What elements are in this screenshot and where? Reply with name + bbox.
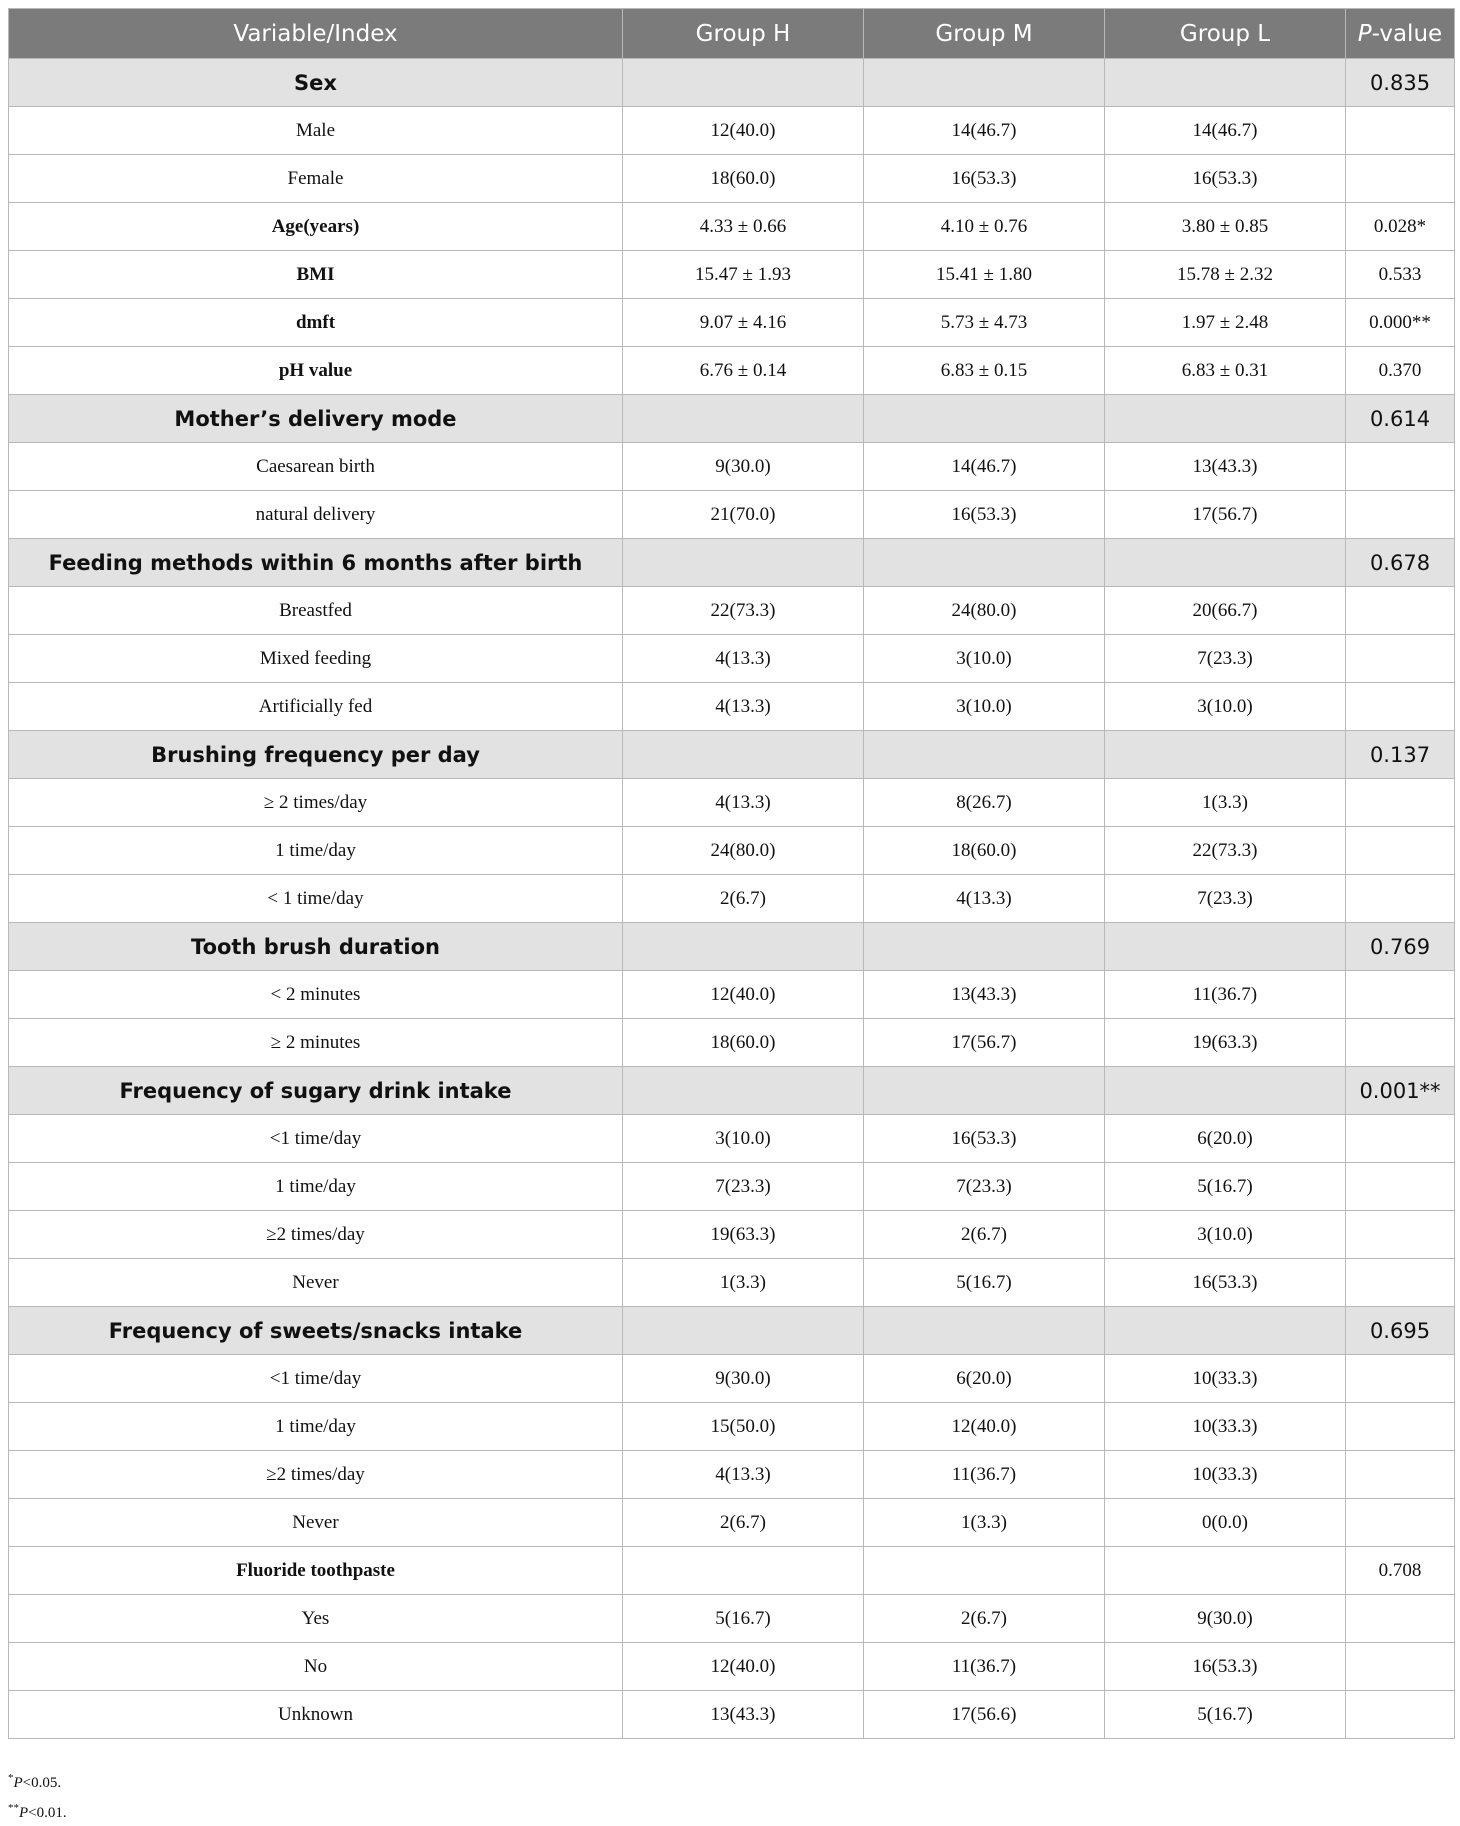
cell-group-m	[864, 1307, 1105, 1355]
cell-label: pH value	[9, 347, 623, 395]
cell-label: Sex	[9, 59, 623, 107]
table-row	[9, 1595, 1455, 1643]
section-row	[9, 731, 1455, 779]
cell-group-m: 3(10.0)	[864, 635, 1105, 683]
cell-p-value	[1346, 1403, 1455, 1451]
header-group-m: Group M	[864, 9, 1105, 59]
cell-label: Breastfed	[9, 587, 623, 635]
cell-p-value: 0.137	[1346, 731, 1455, 779]
cell-group-m: 1(3.3)	[864, 1499, 1105, 1547]
cell-group-h: 18(60.0)	[623, 1019, 864, 1067]
header-p-value	[1346, 9, 1455, 59]
section-row	[9, 923, 1455, 971]
cell-group-m: 13(43.3)	[864, 971, 1105, 1019]
cell-group-m: 11(36.7)	[864, 1643, 1105, 1691]
cell-group-h: 5(16.7)	[623, 1595, 864, 1643]
cell-group-h: 13(43.3)	[623, 1691, 864, 1739]
cell-group-m	[864, 731, 1105, 779]
cell-group-h: 22(73.3)	[623, 587, 864, 635]
cell-group-l: 9(30.0)	[1105, 1595, 1346, 1643]
cell-group-l: 6.83 ± 0.31	[1105, 347, 1346, 395]
header-group-h: Group H	[623, 9, 864, 59]
cell-p-value	[1346, 1691, 1455, 1739]
data-table-container	[8, 8, 1454, 1739]
cell-group-m: 4(13.3)	[864, 875, 1105, 923]
cell-group-l	[1105, 395, 1346, 443]
cell-group-l	[1105, 539, 1346, 587]
cell-label: 1 time/day	[9, 827, 623, 875]
cell-label: Never	[9, 1499, 623, 1547]
table-row	[9, 1259, 1455, 1307]
cell-group-l	[1105, 731, 1346, 779]
cell-group-h	[623, 1067, 864, 1115]
cell-p-value	[1346, 443, 1455, 491]
table-row	[9, 443, 1455, 491]
cell-label: ≥ 2 times/day	[9, 779, 623, 827]
cell-group-m: 17(56.6)	[864, 1691, 1105, 1739]
cell-group-h: 12(40.0)	[623, 1643, 864, 1691]
cell-label: natural delivery	[9, 491, 623, 539]
cell-p-value	[1346, 1643, 1455, 1691]
cell-group-l	[1105, 59, 1346, 107]
cell-group-m: 15.41 ± 1.80	[864, 251, 1105, 299]
cell-group-l: 20(66.7)	[1105, 587, 1346, 635]
cell-p-value: 0.000**	[1346, 299, 1455, 347]
cell-label: <1 time/day	[9, 1115, 623, 1163]
table-row	[9, 299, 1455, 347]
cell-group-l: 16(53.3)	[1105, 155, 1346, 203]
cell-group-l: 11(36.7)	[1105, 971, 1346, 1019]
header-group-l: Group L	[1105, 9, 1346, 59]
cell-group-l: 6(20.0)	[1105, 1115, 1346, 1163]
cell-p-value	[1346, 827, 1455, 875]
cell-label: <1 time/day	[9, 1355, 623, 1403]
cell-group-m: 5(16.7)	[864, 1259, 1105, 1307]
cell-group-m: 4.10 ± 0.76	[864, 203, 1105, 251]
cell-group-h: 24(80.0)	[623, 827, 864, 875]
cell-label: Yes	[9, 1595, 623, 1643]
cell-p-value	[1346, 1019, 1455, 1067]
cell-p-value	[1346, 1355, 1455, 1403]
cell-p-value	[1346, 1499, 1455, 1547]
cell-group-m: 6(20.0)	[864, 1355, 1105, 1403]
cell-group-m: 6.83 ± 0.15	[864, 347, 1105, 395]
cell-label: dmft	[9, 299, 623, 347]
cell-p-value	[1346, 635, 1455, 683]
cell-label: Feeding methods within 6 months after birth	[9, 539, 623, 587]
cell-label: ≥2 times/day	[9, 1211, 623, 1259]
table-body	[9, 59, 1455, 1739]
cell-group-l: 16(53.3)	[1105, 1643, 1346, 1691]
cell-group-h: 21(70.0)	[623, 491, 864, 539]
cell-group-m	[864, 1547, 1105, 1595]
cell-p-value	[1346, 1451, 1455, 1499]
cell-p-value	[1346, 491, 1455, 539]
cell-group-l: 3.80 ± 0.85	[1105, 203, 1346, 251]
cell-group-l: 15.78 ± 2.32	[1105, 251, 1346, 299]
table-row	[9, 1451, 1455, 1499]
cell-group-m	[864, 395, 1105, 443]
cell-p-value: 0.678	[1346, 539, 1455, 587]
cell-p-value: 0.614	[1346, 395, 1455, 443]
cell-label: BMI	[9, 251, 623, 299]
cell-group-h: 15(50.0)	[623, 1403, 864, 1451]
cell-p-value	[1346, 683, 1455, 731]
cell-group-l: 10(33.3)	[1105, 1403, 1346, 1451]
table-row	[9, 1403, 1455, 1451]
table-row	[9, 1019, 1455, 1067]
cell-label: 1 time/day	[9, 1403, 623, 1451]
cell-group-l: 17(56.7)	[1105, 491, 1346, 539]
footnote	[8, 1766, 67, 1796]
table-row	[9, 1115, 1455, 1163]
cell-p-value	[1346, 1259, 1455, 1307]
footnotes	[8, 1766, 67, 1826]
cell-group-m: 24(80.0)	[864, 587, 1105, 635]
cell-group-h	[623, 59, 864, 107]
footnote-text: <0.05.	[22, 1775, 62, 1791]
cell-group-l: 5(16.7)	[1105, 1691, 1346, 1739]
cell-group-m: 3(10.0)	[864, 683, 1105, 731]
cell-group-h: 12(40.0)	[623, 971, 864, 1019]
table-row	[9, 203, 1455, 251]
cell-group-h: 6.76 ± 0.14	[623, 347, 864, 395]
header-p-rest: -value	[1371, 20, 1443, 47]
table-row	[9, 491, 1455, 539]
section-row	[9, 1547, 1455, 1595]
cell-label: Frequency of sweets/snacks intake	[9, 1307, 623, 1355]
header-row	[9, 9, 1455, 59]
cell-group-h: 2(6.7)	[623, 875, 864, 923]
footnote-text: <0.01.	[28, 1805, 67, 1821]
section-row	[9, 1067, 1455, 1115]
cell-label: Mixed feeding	[9, 635, 623, 683]
cell-group-m: 5.73 ± 4.73	[864, 299, 1105, 347]
cell-label: Fluoride toothpaste	[9, 1547, 623, 1595]
cell-group-h	[623, 395, 864, 443]
header-variable: Variable/Index	[9, 9, 623, 59]
cell-group-l: 3(10.0)	[1105, 1211, 1346, 1259]
cell-group-h	[623, 731, 864, 779]
cell-group-l: 16(53.3)	[1105, 1259, 1346, 1307]
cell-label: 1 time/day	[9, 1163, 623, 1211]
cell-group-m: 7(23.3)	[864, 1163, 1105, 1211]
cell-group-h: 4(13.3)	[623, 683, 864, 731]
table-row	[9, 347, 1455, 395]
cell-group-l: 10(33.3)	[1105, 1355, 1346, 1403]
cell-group-l: 7(23.3)	[1105, 875, 1346, 923]
cell-p-value: 0.708	[1346, 1547, 1455, 1595]
footnote	[8, 1796, 67, 1826]
cell-group-m: 17(56.7)	[864, 1019, 1105, 1067]
cell-group-h: 15.47 ± 1.93	[623, 251, 864, 299]
cell-group-h: 12(40.0)	[623, 107, 864, 155]
table-row	[9, 155, 1455, 203]
cell-group-m: 14(46.7)	[864, 107, 1105, 155]
cell-label: < 2 minutes	[9, 971, 623, 1019]
cell-label: ≥2 times/day	[9, 1451, 623, 1499]
cell-group-h: 18(60.0)	[623, 155, 864, 203]
table-row	[9, 251, 1455, 299]
cell-group-m: 16(53.3)	[864, 1115, 1105, 1163]
cell-p-value: 0.028*	[1346, 203, 1455, 251]
cell-p-value	[1346, 155, 1455, 203]
cell-group-h: 19(63.3)	[623, 1211, 864, 1259]
table-row	[9, 779, 1455, 827]
footnote-marker: **	[8, 1802, 19, 1814]
cell-group-l: 0(0.0)	[1105, 1499, 1346, 1547]
cell-group-h: 3(10.0)	[623, 1115, 864, 1163]
cell-group-m: 2(6.7)	[864, 1595, 1105, 1643]
cell-group-m: 16(53.3)	[864, 155, 1105, 203]
footnote-marker: *	[8, 1772, 14, 1784]
cell-label: Brushing frequency per day	[9, 731, 623, 779]
cell-group-h: 4.33 ± 0.66	[623, 203, 864, 251]
cell-group-h: 1(3.3)	[623, 1259, 864, 1307]
cell-group-m: 11(36.7)	[864, 1451, 1105, 1499]
cell-p-value	[1346, 779, 1455, 827]
cell-label: ≥ 2 minutes	[9, 1019, 623, 1067]
table-row	[9, 1691, 1455, 1739]
cell-label: Never	[9, 1259, 623, 1307]
cell-label: Caesarean birth	[9, 443, 623, 491]
cell-p-value	[1346, 1163, 1455, 1211]
cell-group-m: 14(46.7)	[864, 443, 1105, 491]
cell-group-l	[1105, 1067, 1346, 1115]
cell-group-m	[864, 923, 1105, 971]
cell-group-h: 4(13.3)	[623, 779, 864, 827]
cell-label: Frequency of sugary drink intake	[9, 1067, 623, 1115]
data-table	[8, 8, 1455, 1739]
cell-group-l: 7(23.3)	[1105, 635, 1346, 683]
footnote-italic: P	[13, 1775, 23, 1791]
table-row	[9, 587, 1455, 635]
cell-group-l: 14(46.7)	[1105, 107, 1346, 155]
cell-group-h	[623, 539, 864, 587]
cell-group-m: 18(60.0)	[864, 827, 1105, 875]
section-row	[9, 539, 1455, 587]
section-row	[9, 395, 1455, 443]
cell-group-m: 16(53.3)	[864, 491, 1105, 539]
cell-label: Female	[9, 155, 623, 203]
cell-group-l	[1105, 923, 1346, 971]
cell-group-l: 13(43.3)	[1105, 443, 1346, 491]
table-row	[9, 683, 1455, 731]
cell-group-h	[623, 1307, 864, 1355]
header-p-italic: P	[1357, 20, 1372, 47]
cell-label: Mother’s delivery mode	[9, 395, 623, 443]
cell-group-m: 2(6.7)	[864, 1211, 1105, 1259]
cell-group-h: 9(30.0)	[623, 1355, 864, 1403]
cell-group-l	[1105, 1307, 1346, 1355]
footnote-italic: P	[19, 1805, 29, 1821]
cell-group-l: 1(3.3)	[1105, 779, 1346, 827]
table-row	[9, 1355, 1455, 1403]
cell-label: Male	[9, 107, 623, 155]
cell-p-value: 0.835	[1346, 59, 1455, 107]
table-row	[9, 1211, 1455, 1259]
cell-group-l: 1.97 ± 2.48	[1105, 299, 1346, 347]
cell-group-l	[1105, 1547, 1346, 1595]
table-row	[9, 1643, 1455, 1691]
cell-p-value: 0.370	[1346, 347, 1455, 395]
cell-group-h: 9(30.0)	[623, 443, 864, 491]
section-row	[9, 59, 1455, 107]
cell-group-m: 8(26.7)	[864, 779, 1105, 827]
cell-group-l: 22(73.3)	[1105, 827, 1346, 875]
cell-p-value	[1346, 587, 1455, 635]
cell-group-h	[623, 1547, 864, 1595]
cell-p-value	[1346, 971, 1455, 1019]
cell-group-m	[864, 59, 1105, 107]
cell-label: Age(years)	[9, 203, 623, 251]
table-row	[9, 635, 1455, 683]
cell-group-h: 4(13.3)	[623, 1451, 864, 1499]
section-row	[9, 1307, 1455, 1355]
cell-group-l: 5(16.7)	[1105, 1163, 1346, 1211]
cell-p-value: 0.695	[1346, 1307, 1455, 1355]
cell-group-m	[864, 539, 1105, 587]
table-row	[9, 1163, 1455, 1211]
table-row	[9, 971, 1455, 1019]
cell-group-m	[864, 1067, 1105, 1115]
cell-group-m: 12(40.0)	[864, 1403, 1105, 1451]
cell-group-h: 7(23.3)	[623, 1163, 864, 1211]
cell-label: Tooth brush duration	[9, 923, 623, 971]
cell-group-l: 19(63.3)	[1105, 1019, 1346, 1067]
cell-p-value	[1346, 1115, 1455, 1163]
cell-group-h: 2(6.7)	[623, 1499, 864, 1547]
cell-group-h: 4(13.3)	[623, 635, 864, 683]
table-row	[9, 107, 1455, 155]
cell-p-value	[1346, 1595, 1455, 1643]
table-row	[9, 875, 1455, 923]
cell-group-l: 10(33.3)	[1105, 1451, 1346, 1499]
cell-p-value: 0.001**	[1346, 1067, 1455, 1115]
table-row	[9, 827, 1455, 875]
cell-label: Artificially fed	[9, 683, 623, 731]
cell-group-l: 3(10.0)	[1105, 683, 1346, 731]
cell-p-value: 0.769	[1346, 923, 1455, 971]
cell-label: No	[9, 1643, 623, 1691]
cell-p-value	[1346, 107, 1455, 155]
table-row	[9, 1499, 1455, 1547]
cell-group-h: 9.07 ± 4.16	[623, 299, 864, 347]
cell-group-h	[623, 923, 864, 971]
cell-p-value: 0.533	[1346, 251, 1455, 299]
cell-p-value	[1346, 875, 1455, 923]
cell-label: < 1 time/day	[9, 875, 623, 923]
cell-p-value	[1346, 1211, 1455, 1259]
cell-label: Unknown	[9, 1691, 623, 1739]
table-header	[9, 9, 1455, 59]
